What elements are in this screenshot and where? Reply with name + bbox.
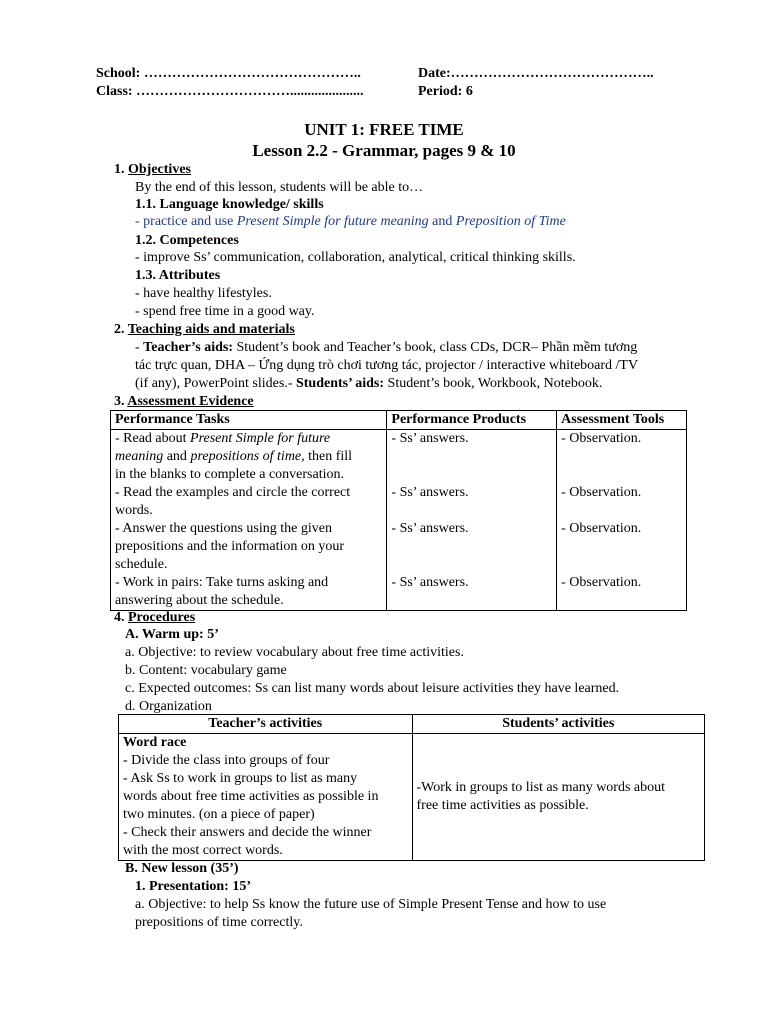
task-text: - Read the examples and circle the correct [115, 485, 351, 500]
tool-cell: - Observation. [557, 574, 687, 611]
attributes-heading: 1.3. Attributes [135, 268, 221, 283]
teacher-line: words about free time activities as possible in [123, 789, 379, 804]
aids-l1-b: Teacher’s aids: [143, 340, 233, 355]
table-row [119, 734, 705, 861]
teacher-line: - Ask Ss to work in groups to list as many [123, 771, 358, 786]
new-lesson-heading: B. New lesson (35’) [125, 861, 239, 876]
task-cell [111, 430, 387, 485]
objectives-heading [114, 161, 191, 179]
competences-text: - improve Ss’ communication, collaboration, analytical, critical thinking skills. [135, 250, 576, 265]
table-row [111, 520, 687, 574]
task-text: prepositions of time [190, 449, 302, 464]
assessment-num: 3. [114, 394, 125, 409]
col-assessment-tools: Assessment Tools [557, 411, 687, 430]
teacher-line: two minutes. (on a piece of paper) [123, 807, 315, 822]
objectives-intro: By the end of this lesson, students will be able to… [135, 180, 424, 195]
ls-part-c: and [428, 214, 456, 229]
col-students-activities: Students’ activities [412, 715, 705, 734]
presentation-heading: 1. Presentation: 15’ [135, 879, 251, 894]
objectives-num: 1. [114, 162, 125, 177]
ls-part-d: Preposition of Time [455, 214, 566, 229]
task-text: , then fill [301, 449, 353, 464]
task-cell [111, 484, 387, 520]
task-cell [111, 520, 387, 574]
procedures-heading [114, 609, 195, 627]
task-text: and [163, 449, 191, 464]
warmup-outcomes: c. Expected outcomes: Ss can list many words about leisure activities they have learned. [125, 681, 620, 696]
warmup-organization: d. Organization [125, 699, 212, 714]
student-line: -Work in groups to list as many words about [416, 780, 666, 795]
assessment-header-row [111, 411, 687, 430]
school-field: School: ……………………………………….. [96, 66, 361, 81]
teacher-cell [119, 734, 413, 861]
objectives-title: Objectives [128, 162, 191, 177]
task-cell [111, 574, 387, 611]
competences-heading: 1.2. Competences [135, 233, 239, 248]
aids-l1-c: Student’s book and Teacher’s book, class CDs, DCR– Phần mềm tương [233, 340, 638, 355]
aids-heading [114, 321, 295, 339]
warmup-content: b. Content: vocabulary game [125, 663, 287, 678]
teacher-line: - Divide the class into groups of four [123, 753, 330, 768]
activities-table [118, 714, 705, 861]
product-cell: - Ss’ answers. [387, 430, 557, 485]
unit-title: UNIT 1: FREE TIME [304, 120, 464, 139]
aids-line-3 [135, 375, 602, 393]
aids-num: 2. [114, 322, 125, 337]
product-cell: - Ss’ answers. [387, 484, 557, 520]
assessment-table [110, 410, 687, 611]
procedures-num: 4. [114, 610, 125, 625]
language-skills-heading: 1.1. Language knowledge/ skills [135, 197, 324, 212]
procedures-title: Procedures [128, 610, 196, 625]
aids-l3-a: (if any), PowerPoint slides.- [135, 376, 296, 391]
warmup-objective: a. Objective: to review vocabulary about free time activities. [125, 645, 464, 660]
table-row [111, 484, 687, 520]
teacher-line: with the most correct words. [123, 843, 283, 858]
table-row [111, 430, 687, 485]
col-teacher-activities: Teacher’s activities [119, 715, 413, 734]
product-cell: - Ss’ answers. [387, 520, 557, 574]
language-skills-text [135, 213, 566, 231]
period-field: Period: 6 [418, 84, 473, 99]
aids-line-2: tác trực quan, DHA – Ứng dụng trò chơi tương tác, projector / interactive whiteboard /TV [135, 358, 639, 373]
lesson-title: Lesson 2.2 - Grammar, pages 9 & 10 [252, 141, 516, 160]
aids-title: Teaching aids and materials [127, 322, 295, 337]
activities-header-row [119, 715, 705, 734]
task-text: - Answer the questions using the given [115, 521, 332, 536]
date-field: Date:…………………………………….. [418, 66, 654, 81]
class-field: Class: ……………………………..................... [96, 84, 364, 99]
student-cell [412, 734, 705, 861]
table-row [111, 574, 687, 611]
ls-part-b: Present Simple for future meaning [236, 214, 429, 229]
assessment-heading [114, 393, 254, 411]
col-performance-tasks: Performance Tasks [111, 411, 387, 430]
tool-cell: - Observation. [557, 430, 687, 485]
presentation-objective-1: a. Objective: to help Ss know the future use of Simple Present Tense and how to use [135, 897, 607, 912]
task-text: answering about the schedule. [115, 593, 284, 608]
task-text: words. [115, 503, 153, 518]
tool-cell: - Observation. [557, 484, 687, 520]
warmup-heading: A. Warm up: 5’ [125, 627, 219, 642]
aids-l1-a: - [135, 340, 144, 355]
word-race-title: Word race [123, 735, 187, 750]
teacher-line: - Check their answers and decide the winner [123, 825, 372, 840]
task-text: prepositions and the information on your [115, 539, 345, 554]
col-performance-products: Performance Products [387, 411, 557, 430]
attributes-text-2: - spend free time in a good way. [135, 304, 315, 319]
presentation-objective-2: prepositions of time correctly. [135, 915, 303, 930]
ls-part-a: - practice and use [135, 214, 237, 229]
attributes-text-1: - have healthy lifestyles. [135, 286, 272, 301]
task-text: schedule. [115, 557, 168, 572]
task-text: - Work in pairs: Take turns asking and [115, 575, 329, 590]
tool-cell: - Observation. [557, 520, 687, 574]
aids-l3-c: Student’s book, Workbook, Notebook. [384, 376, 603, 391]
aids-line-1 [135, 339, 637, 357]
student-line: free time activities as possible. [416, 798, 589, 813]
task-text: Present Simple for future [190, 431, 331, 446]
assessment-title: Assessment Evidence [127, 394, 254, 409]
task-text: - Read about [115, 431, 191, 446]
product-cell: - Ss’ answers. [387, 574, 557, 611]
task-text: meaning [115, 449, 164, 464]
aids-l3-b: Students’ aids: [295, 376, 385, 391]
task-text: in the blanks to complete a conversation. [115, 467, 344, 482]
